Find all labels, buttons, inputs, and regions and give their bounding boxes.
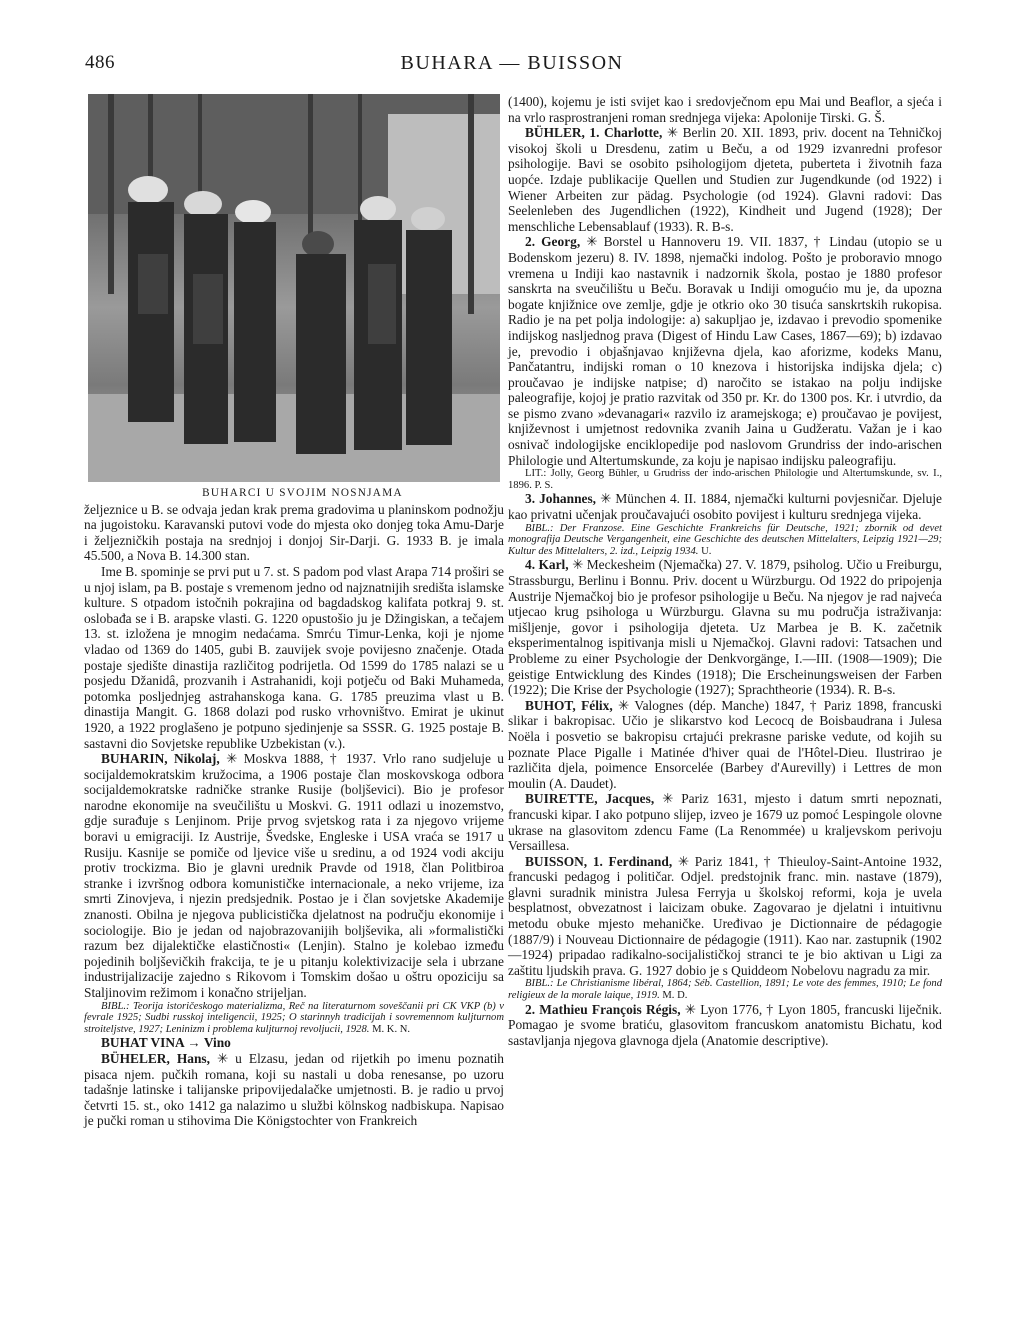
author-sign: P. S. [534,479,554,491]
photo-bukharans [88,94,500,482]
entry-heading: 2. Mathieu François Régis, [525,1001,681,1017]
bibliography: BIBL.: Der Franzose. Eine Geschichte Frankreichs für Deutsche, 1921; zbornik od devet monografija Deutsche Vergangenheit, eine Geschichte des deutschen Mittelalters, Leipzig 1921—29; Kultur des Mittelalters, 2. izd., Leipzig 1934. U. [508,522,942,557]
entry-heading: 3. Johannes, [525,491,597,507]
author-sign: U. [701,545,712,557]
entry-johannes: 3. Johannes, ✳ München 4. II. 1884, njemački kulturni povjesničar. Djeluje kao privatni učenjak proučavajući osobito povijest i kulturu srednjega vijeka. [508,491,942,523]
author-sign: M. D. [662,990,688,1002]
author-sign: M. K. N. [372,1023,411,1035]
entry-heading: 2. Georg, [525,234,581,250]
paragraph: željeznice u B. se odvaja jedan krak prema gradovima u planinskom podnožju na jugoistoku. Karavanski putovi vode do mjesta oko donjeg toka Amu-Darje i željezničkih postaja na srednjoj i donjoj Sir-Darji. G. 1933 B. je imala 45.500, a Nova B. 14.300 stan. [84,501,504,564]
paragraph: (1400), kojemu je isti svijet kao i sredovječnom epu Mai und Beaflor, a sjeća i na vrlo rasprostranjeni roman srednjega vijeka: Apolonije Tirski. G. Š. [508,94,942,125]
entry-georg: 2. Georg, ✳ Borstel u Hannoveru 19. VII. 1837, † Lindau (utopio se u Bodenskom jezeru) 8. IV. 1898, njemački indolog. Pošto je proboravio mnogo vremena u Indiji kao nastavnik i nadzornik škola, postao je 1880 profesor sanskrta na sveučilištu u Beču. Boravak u Indiji omogućio mu je, da upozna bogate knjižnice ove zemlje, gdje je otkrio oko 30 tisuća sanskrtskih rukopisa. Radio je na pet polja indologije: a) sakupljao je, izdavao i prevodio spomenike indijskog nasljednog prava (Digest of Hindu Law Cases, 1867—69); b) izdavao je, prevodio i objašnjavao književna djela, kao aforizme, kodeks Manu, Pančatantru, indijski roman o 10 knezova i historijska indijska djela; c) proučavao je indijske natpise; d) naročito se istakao na polju indijske paleografije, kojoj je pratio razvitak od 350 pr. Kr. do 1300 pos. Kr. i utvrdio, da se pismo zvano »devanagari« razvilo iz aramejskoga; e) proučavao je povijest, književnost i umjetnost redovnika zvanih Jaina u Gudžeratu. Važan je i kao osnivač indologijske enciklopedije pod naslovom Grundriss der indo-arischen Philologie und Altertumskunde, za koju je napisao indijsku paleografiju. [508,234,942,468]
entry-charlotte: BÜHLER, 1. Charlotte, ✳ Berlin 20. XII. 1893, priv. docent na Tehničkoj visokoj školi u Dresdenu, zatim u Beču, a od 1929 izvanredni profesor psihologije. Bavi se osobito psihologijom djeteta, puberteta i životnih faza uopće. Izdaje publikacije Quellen und Studien zur Jugendkunde (od 1922) i Wiener Arbeiten zur pädag. Psychologie (od 1924). Glavni radovi: Das Seelenleben des Jugendlichen (1922), Kindheit und Jugend (1928); Der menschliche Lebensablauf (1933). R. B-s. [508,125,942,234]
entry-heading: BUISSON, 1. Ferdinand, [525,853,673,869]
paragraph: Ime B. spominje se prvi put u 7. st. S padom pod vlast Arapa 714 proširi se u njoj islam, pa B. postaje s vremenom jedno od najznatnijih središta islamske kulture. S otpadom istočnih pokrajina od bagdadskog kalifata potkraj 9. st. oslobađa se i B. arapske vlasti. G. 1220 opustošio ju je Džingiskan, a tečajem 13. st. izložena je mnogim nedaćama. Smrću Timur-Lenka, koji je njome vladao od 1369 do 1405, gubi B. zauvijek svoje povijesno značenje. Otada postaje sjedište dinastija različitog podrijetla. Od 1599 do 1785 nalazi se u posjedu Džanidâ, prozvanih i Astrahanidi, koji potječu od Baki Muhameda, potomka posljednjeg astrahanskoga kana. G. 1785 preuzima vlast u B. dinastija Mangit. G. 1868 dolazi pod rusko vrhovništvo. Emirat je ukinut 1920, a 1922 proglašeno je potpuno sjedinjenje sa SSSR. G. 1925 postaje B. sastavni dio Sovjetske republike Uzbekistan (v.). [84,563,504,751]
right-column [508,94,942,1048]
entry-buhot: BUHOT, Félix, ✳ Valognes (dép. Manche) 1847, † Pariz 1898, francuski slikar i bakropisac. Učio je slikarstvo kod Lecocq de Boisbaudrana i Julesa Noëla i posvetio se bakropisu crtajući prekrasne pariske vedute, od kojih su poznate Place Pigalle i Matinée d'hiver quai de l'Hôtel-Dieu. Ilustrirao je različita djela, poimence Ensorcelée (Barbey d'Aurevilly) i Lettres de mon moulin (A. Daudet). [508,697,942,791]
entry-heading: BÜHELER, Hans, [101,1050,210,1066]
entry-bueheler: BÜHELER, Hans, ✳ u Elzasu, jedan od rijetkih po imenu poznatih pisaca njem. pučkih romana, koji su nastali u doba renesanse, po uzoru tadašnje latinske i talijanske pripovijedalačke umjetnosti. B. je radio u prvoj četvrti 15. st., oko 1412 ga nalazimo u službi kölnskog nadbiskupa. Napisao je pučki roman u stihovima Die Königstochter von Frankreich [84,1050,504,1129]
entry-cross-reference: BUHAT VINA → Vino [101,1035,231,1051]
bibliography: BIBL.: Le Christianisme libéral, 1864; Séb. Castellion, 1891; Le vote des femmes, 1910; Le fond religieux de la morale laique, 1919. M. D. [508,978,942,1002]
entry-mathieu: 2. Mathieu François Régis, ✳ Lyon 1776, † Lyon 1805, francuski liječnik. Pomagao je svome bratiću, glasovitom francuskom anatomistu Bichatu, kod sastavljanja njegova glavnoga djela (Anatomie descriptive). [508,1001,942,1048]
entry-bukharin: BUHARIN, Nikolaj, ✳ Moskva 1888, † 1937. Vrlo rano sudjeluje u socijaldemokratskim kružocima, a 1906 postaje član moskovskoga odbora socijaldemokratske radničke stranke Rusije (boljševici). Bio je profesor narodne ekonomije na sveučilištu u Moskvi. G. 1911 odlazi u inozemstvo, gdje surađuje s Lenjinom. Prije prvog svjetskog rata i za njegovo vrijeme boravi u emigraciji. Iz Austrije, Švedske, Engleske i USA vraća se 1917 u Rusiju. Kasnije se pomiče od ljevice više u sredinu, a od 1924 vodi akciju protiv trockizma. Bio je glavni urednik Pravde od 1918, član Politbiroa stranke i izvršnog odbora komunističke internacionale, a neko vrijeme, iza smrti Zinovjeva, i njezin predsjednik. Postao je i član sovjetske Akademije znanosti. Obilna je njegova publicistička djelatnost na području ekonomije i sociologije. Bio je jedan od najobrazovanijih boljševika, ali »formalistički razum bez dijalektičke elastičnosti« (Lenjin). Stalno je kolebao između pojedinih boljševičkih frakcija, te je u pitanju kolektivizacije sela i ubrzane industrijalizacije zajedno s Rikovom i Tomskim došao u oštru opoziciju sa Staljinovim režimom i konačno strijeljan. [84,751,504,1000]
author-sign: R. B-s. [857,682,896,698]
photo-illustration [88,94,500,482]
left-column [84,94,504,1129]
entry-buirette: BUIRETTE, Jacques, ✳ Pariz 1631, mjesto i datum smrti nepoznati, francuski kipar. I ako potpuno slijep, izveo je 1679 uz pomoć Lespingole olovne ukrase na glasovitom zdencu Fame (La Renommée) u kraljevskom perivoju Versaillesa. [508,791,943,854]
entry-heading: BUIRETTE, Jacques, [525,791,655,807]
running-title: BUHARA — BUISSON [400,52,624,74]
author-sign: R. B-s. [696,218,734,234]
page-header [0,52,1024,82]
entry-buisson: BUISSON, 1. Ferdinand, ✳ Pariz 1841, † Thieuloy-Saint-Antoine 1932, francuski pedagog i političar. Odjel. predstojnik franc. min. nastave (1879), glavni suradnik ministra Julesa Ferryja u školskoj reformi, koja je uvela besplatnost, obvezatnost i laicizam obuke. Zagovarao je djelatni i intuitivnu metodu obuke mjesto mehaničke. Uređivao je Dictionnaire de pédagogie (1887/9) i Nouveau Dictionnaire de pédagogie (1911). Kao nar. zastupnik (1902—1924) pripadao radikalno-socijalističkoj stranci te je bio aktivan u Ligi za zaštitu ljudskih prava. G. 1927 dobio je s Quiddeom Nobelovu nagradu za mir. [508,853,942,978]
entry-karl: 4. Karl, ✳ Meckesheim (Njemačka) 27. V. 1879, psiholog. Učio u Freiburgu, Strassburgu, Berlinu i Bonnu. Priv. docent u Würzburgu. Od 1922 do pripojenja Austrije Njemačkoj bio je profesor psihologije u Beču. Na njegov je rad najveća utjecao krug psihologa u Würzburgu. Glavna su mu područja istraživanja: mišljenje, govor i psihologija djeteta. Uz Marbea je B. K. začetnik eksperimentalnog ispitivanja misli u Njemačkoj. Glavni radovi: Tatsachen und Probleme zu einer Psychologie der Denkvorgänge, I.—III. (1908—1909); Die geistige Entwicklung des Kindes (1918); Die Erscheinungsweisen der Farben (1922); Die Krise der Psychologie (1927); Sprachtheorie (1934). R. B-s. [508,557,943,698]
photo-caption: BUHARCI U SVOJIM NOSNJAMA [202,487,403,499]
page-number: 486 [85,52,115,73]
entry-heading: BUHARIN, Nikolaj, [101,751,220,767]
literature: LIT.: Jolly, Georg Bühler, u Grudriss der indo-arischen Philologie und Altertumskunde, sv. I., 1896. P. S. [508,468,942,491]
entry-heading: BUHOT, Félix, [525,697,613,713]
author-sign: G. Š. [857,109,886,125]
entry-heading: 4. Karl, [525,557,569,573]
entry-heading: BÜHLER, 1. Charlotte, [525,125,663,141]
bibliography: BIBL.: Teorija istoričeskogo materializma, Reč na literaturnom soveščanii pri CK VKP (b) v fevrale 1925; Sudbi russkoj inteligencii, 1925; O starinnyh tradicijah i sovremennom kuljturnom stroiteljstve, 1927; Leninizm i problema kuljturnoj revoljucii, 1928. M. K. N. [84,1000,504,1035]
